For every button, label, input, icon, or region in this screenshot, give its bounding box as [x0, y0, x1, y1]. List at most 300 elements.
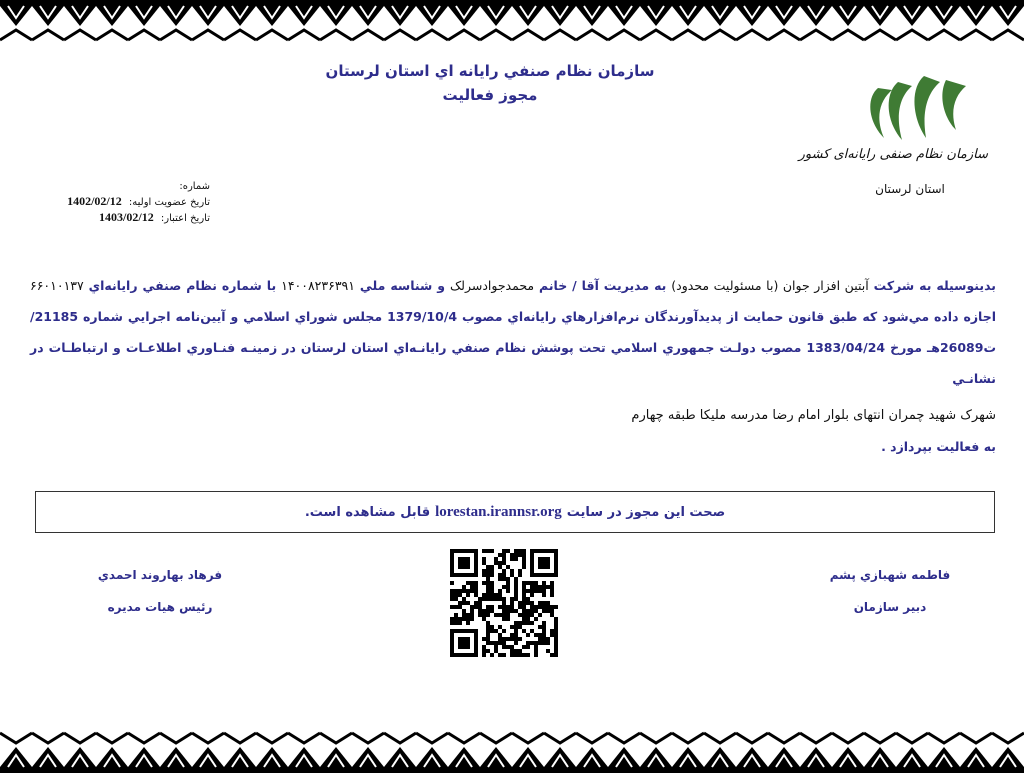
- border-zigzag: [192, 733, 224, 743]
- qr-module: [470, 605, 474, 609]
- qr-module: [554, 625, 558, 629]
- qr-module: [514, 557, 518, 561]
- qr-module: [462, 601, 466, 605]
- qr-module: [466, 613, 470, 617]
- qr-module: [526, 621, 530, 625]
- qr-module: [498, 597, 502, 601]
- qr-module: [546, 641, 550, 645]
- qr-module: [502, 613, 506, 617]
- qr-module: [530, 613, 534, 617]
- qr-module: [494, 629, 498, 633]
- qr-module: [514, 629, 518, 633]
- border-zigzag: [0, 30, 32, 40]
- qr-module: [514, 621, 518, 625]
- qr-module: [502, 605, 506, 609]
- qr-module: [454, 597, 458, 601]
- qr-module: [490, 597, 494, 601]
- border-zigzag: [608, 30, 640, 40]
- border-triangle: [832, 6, 864, 26]
- qr-module: [482, 581, 486, 585]
- border-zigzag: [544, 733, 576, 743]
- qr-module: [538, 589, 542, 593]
- qr-module: [534, 645, 538, 649]
- border-zigzag: [256, 30, 288, 40]
- qr-module: [486, 609, 490, 613]
- qr-module: [490, 585, 494, 589]
- qr-module: [450, 589, 454, 593]
- qr-module: [546, 609, 550, 613]
- regulation-date: 1383/04/24: [806, 340, 886, 355]
- decorative-border-top: [0, 0, 1024, 46]
- decorative-border-bottom: [0, 727, 1024, 773]
- qr-module: [498, 589, 502, 593]
- qr-module: [482, 597, 486, 601]
- qr-finder-pattern: [458, 557, 470, 569]
- border-triangle: [736, 6, 768, 26]
- qr-module: [478, 597, 482, 601]
- qr-module: [490, 565, 494, 569]
- qr-module: [490, 581, 494, 585]
- qr-module: [538, 641, 542, 645]
- qr-module: [494, 613, 498, 617]
- validity-date: 1403/02/12: [99, 210, 154, 224]
- qr-module: [470, 589, 474, 593]
- border-zigzag: [416, 30, 448, 40]
- qr-module: [458, 621, 462, 625]
- qr-module: [538, 605, 542, 609]
- qr-module: [482, 645, 486, 649]
- manager-name: محمدجوادسرلک: [449, 278, 535, 293]
- qr-module: [502, 557, 506, 561]
- qr-module: [550, 653, 554, 657]
- qr-module: [526, 613, 530, 617]
- qr-module: [514, 589, 518, 593]
- qr-module: [502, 549, 506, 553]
- qr-module: [542, 605, 546, 609]
- qr-module: [538, 637, 542, 641]
- border-zigzag: [992, 30, 1024, 40]
- border-triangle: [672, 6, 704, 26]
- border-zigzag: [672, 30, 704, 40]
- qr-module: [450, 593, 454, 597]
- qr-module: [462, 613, 466, 617]
- qr-module: [510, 649, 514, 653]
- qr-module: [510, 637, 514, 641]
- qr-module: [514, 577, 518, 581]
- qr-module: [486, 605, 490, 609]
- qr-module: [482, 649, 486, 653]
- border-triangle: [64, 6, 96, 26]
- qr-module: [482, 593, 486, 597]
- qr-module: [486, 633, 490, 637]
- qr-module: [526, 601, 530, 605]
- qr-module: [518, 553, 522, 557]
- border-zigzag: [96, 30, 128, 40]
- qr-module: [526, 645, 530, 649]
- qr-module: [502, 553, 506, 557]
- qr-module: [542, 629, 546, 633]
- qr-module: [518, 569, 522, 573]
- qr-module: [478, 601, 482, 605]
- border-zigzag: [576, 733, 608, 743]
- qr-module: [518, 621, 522, 625]
- qr-module: [522, 549, 526, 553]
- border-pattern-bottom: [0, 727, 1024, 773]
- qr-module: [502, 653, 506, 657]
- border-zigzag: [288, 733, 320, 743]
- border-zigzag: [768, 733, 800, 743]
- qr-module: [486, 573, 490, 577]
- border-triangle: [192, 747, 224, 767]
- board-chairman-name: فرهاد بهاروند احمدي: [97, 568, 223, 582]
- qr-module: [546, 601, 550, 605]
- qr-module: [506, 589, 510, 593]
- qr-module: [490, 625, 494, 629]
- verification-site-link[interactable]: lorestan.irannsr.org: [435, 503, 562, 520]
- document-header: [240, 58, 740, 106]
- qr-module: [502, 637, 506, 641]
- body-text-part-4: با شماره نظام صنفي رايانه‌اي: [83, 278, 282, 293]
- qr-module: [478, 609, 482, 613]
- qr-module: [482, 569, 486, 573]
- qr-module: [502, 585, 506, 589]
- board-chairman-title: رئيس هيات مديره: [107, 600, 213, 614]
- qr-module: [534, 617, 538, 621]
- qr-module: [550, 581, 554, 585]
- qr-module: [486, 637, 490, 641]
- qr-module: [522, 653, 526, 657]
- regulation-number: 21185/ت26089: [30, 309, 996, 355]
- border-triangle: [192, 6, 224, 26]
- qr-module: [518, 549, 522, 553]
- border-zigzag: [896, 733, 928, 743]
- qr-module: [470, 613, 474, 617]
- qr-module: [450, 581, 454, 585]
- border-triangle: [960, 6, 992, 26]
- border-zigzag: [288, 30, 320, 40]
- qr-module: [486, 593, 490, 597]
- body-text-part-7: هـ مورخ: [885, 340, 940, 355]
- border-zigzag: [672, 733, 704, 743]
- qr-module: [514, 581, 518, 585]
- qr-finder-pattern: [538, 557, 550, 569]
- border-zigzag: [96, 733, 128, 743]
- qr-module: [530, 581, 534, 585]
- qr-module: [502, 617, 506, 621]
- qr-module: [490, 549, 494, 553]
- border-triangle: [992, 6, 1024, 26]
- border-triangle: [352, 747, 384, 767]
- qr-module: [494, 593, 498, 597]
- business-address: شهرک شهید چمران انتهای بلوار امام رضا مدرسه ملیکا طبقه چهارم: [631, 408, 996, 423]
- permit-body-text: [30, 270, 996, 394]
- qr-module: [554, 633, 558, 637]
- border-triangle: [544, 6, 576, 26]
- qr-module: [514, 649, 518, 653]
- qr-module: [554, 641, 558, 645]
- qr-module: [526, 581, 530, 585]
- qr-module: [454, 613, 458, 617]
- qr-module: [450, 597, 454, 601]
- qr-module: [478, 605, 482, 609]
- border-zigzag: [704, 30, 736, 40]
- border-triangle: [128, 747, 160, 767]
- law-date: 1379/10/4: [387, 309, 458, 324]
- qr-module: [550, 585, 554, 589]
- organization-title: سازمان نظام صنفي رايانه اي استان لرستان: [325, 62, 655, 80]
- qr-module: [506, 605, 510, 609]
- border-zigzag: [768, 30, 800, 40]
- qr-module: [518, 573, 522, 577]
- qr-module: [458, 589, 462, 593]
- qr-module: [546, 637, 550, 641]
- qr-module: [526, 589, 530, 593]
- border-zigzag: [864, 30, 896, 40]
- border-zigzag: [896, 30, 928, 40]
- qr-module: [502, 629, 506, 633]
- border-triangle: [64, 747, 96, 767]
- qr-module: [554, 653, 558, 657]
- qr-module: [502, 597, 506, 601]
- qr-module: [514, 637, 518, 641]
- qr-module: [482, 561, 486, 565]
- border-triangle: [608, 747, 640, 767]
- qr-module: [514, 549, 518, 553]
- border-triangle: [864, 6, 896, 26]
- border-zigzag: [512, 733, 544, 743]
- border-solid-band: [0, 767, 1024, 773]
- qr-module: [458, 601, 462, 605]
- validity-label: تاريخ اعتبار:: [160, 213, 210, 224]
- qr-module: [462, 589, 466, 593]
- border-triangle: [160, 6, 192, 26]
- qr-module: [550, 629, 554, 633]
- qr-module: [514, 585, 518, 589]
- border-zigzag: [320, 733, 352, 743]
- qr-module: [554, 621, 558, 625]
- qr-module: [510, 553, 514, 557]
- qr-module: [518, 601, 522, 605]
- border-triangle: [224, 747, 256, 767]
- qr-module: [498, 573, 502, 577]
- qr-module: [550, 605, 554, 609]
- border-zigzag: [928, 30, 960, 40]
- border-triangle: [128, 6, 160, 26]
- qr-module: [530, 593, 534, 597]
- border-zigzag: [992, 733, 1024, 743]
- border-triangle: [576, 6, 608, 26]
- qr-module: [538, 633, 542, 637]
- qr-module: [534, 653, 538, 657]
- qr-module: [454, 593, 458, 597]
- qr-module: [534, 581, 538, 585]
- body-text-part-2: به مديريت آقا / خانم: [534, 278, 672, 293]
- qr-module: [510, 569, 514, 573]
- qr-module: [510, 601, 514, 605]
- qr-module: [514, 553, 518, 557]
- qr-module: [522, 613, 526, 617]
- qr-module: [542, 625, 546, 629]
- qr-module: [526, 641, 530, 645]
- qr-module: [542, 581, 546, 585]
- verification-box: [35, 491, 995, 533]
- qr-module: [450, 621, 454, 625]
- border-triangle: [416, 747, 448, 767]
- border-zigzag: [640, 30, 672, 40]
- border-zigzag: [224, 30, 256, 40]
- border-triangle: [896, 6, 928, 26]
- qr-module: [502, 561, 506, 565]
- border-zigzag: [0, 733, 32, 743]
- qr-module: [534, 609, 538, 613]
- border-zigzag: [32, 30, 64, 40]
- membership-number: ۶۶۰۱۰۱۳۷: [30, 278, 84, 293]
- border-zigzag: [64, 733, 96, 743]
- qr-module: [454, 621, 458, 625]
- qr-module: [522, 605, 526, 609]
- border-zigzag: [448, 30, 480, 40]
- qr-module: [538, 625, 542, 629]
- qr-module: [510, 605, 514, 609]
- qr-module: [554, 645, 558, 649]
- body-text-part-8: مصوب دولـت جمهوري اسلامي تحت پوشش نظام صنفي رايانـه‌اي استان لرستان در زمينـه فنـاوري اطلاعـات و ارتباطـات در نشانـي: [30, 340, 996, 386]
- qr-module: [486, 629, 490, 633]
- permit-number-row: [20, 178, 210, 194]
- border-zigzag: [384, 733, 416, 743]
- qr-code-icon[interactable]: [450, 549, 558, 657]
- qr-module: [510, 557, 514, 561]
- qr-module: [454, 589, 458, 593]
- qr-module: [522, 553, 526, 557]
- qr-module: [466, 617, 470, 621]
- qr-module: [482, 557, 486, 561]
- qr-module: [482, 573, 486, 577]
- qr-module: [514, 653, 518, 657]
- company-name: آبتین افزار جوان (با مسئولیت محدود): [671, 278, 869, 293]
- qr-module: [502, 609, 506, 613]
- first-membership-label: تاريخ عضويت اوليه:: [128, 197, 210, 208]
- qr-module: [554, 629, 558, 633]
- qr-module: [490, 573, 494, 577]
- border-triangle: [96, 747, 128, 767]
- qr-module: [498, 605, 502, 609]
- border-triangle: [320, 747, 352, 767]
- border-triangle: [512, 747, 544, 767]
- qr-module: [518, 625, 522, 629]
- qr-module: [506, 577, 510, 581]
- qr-module: [474, 589, 478, 593]
- qr-module: [486, 549, 490, 553]
- border-zigzag: [544, 30, 576, 40]
- border-triangle: [32, 6, 64, 26]
- border-triangle: [832, 747, 864, 767]
- qr-module: [518, 653, 522, 657]
- border-zigzag: [576, 30, 608, 40]
- qr-module: [522, 581, 526, 585]
- border-zigzag: [928, 733, 960, 743]
- qr-module: [474, 581, 478, 585]
- qr-module: [486, 641, 490, 645]
- qr-module: [486, 569, 490, 573]
- qr-module: [498, 561, 502, 565]
- qr-module: [486, 597, 490, 601]
- border-zigzag: [384, 30, 416, 40]
- qr-module: [522, 617, 526, 621]
- qr-module: [550, 633, 554, 637]
- qr-module: [522, 561, 526, 565]
- qr-module: [514, 609, 518, 613]
- border-zigzag: [256, 733, 288, 743]
- border-triangle: [512, 6, 544, 26]
- border-zigzag: [320, 30, 352, 40]
- qr-module: [534, 605, 538, 609]
- qr-module: [458, 617, 462, 621]
- qr-module: [474, 601, 478, 605]
- border-triangle: [768, 6, 800, 26]
- qr-module: [498, 633, 502, 637]
- secretary-title: دبير سازمان: [853, 600, 927, 614]
- first-membership-date: 1402/02/12: [67, 194, 122, 208]
- qr-module: [522, 585, 526, 589]
- border-triangle: [0, 747, 32, 767]
- qr-module: [450, 617, 454, 621]
- border-zigzag: [352, 733, 384, 743]
- border-pattern-top: [0, 0, 1024, 46]
- qr-module: [486, 613, 490, 617]
- qr-module: [514, 633, 518, 637]
- qr-module: [490, 605, 494, 609]
- qr-module: [526, 617, 530, 621]
- qr-module: [530, 585, 534, 589]
- border-zigzag: [448, 733, 480, 743]
- qr-module: [506, 645, 510, 649]
- qr-module: [494, 645, 498, 649]
- qr-module: [502, 645, 506, 649]
- border-triangle: [256, 6, 288, 26]
- qr-module: [510, 653, 514, 657]
- border-triangle: [896, 747, 928, 767]
- qr-module: [454, 617, 458, 621]
- permit-number-label: شماره:: [179, 181, 210, 192]
- border-zigzag: [32, 733, 64, 743]
- qr-module: [502, 573, 506, 577]
- border-triangle: [480, 747, 512, 767]
- qr-module: [502, 577, 506, 581]
- qr-module: [530, 609, 534, 613]
- qr-module: [534, 633, 538, 637]
- qr-module: [498, 641, 502, 645]
- border-triangle: [448, 6, 480, 26]
- border-triangle: [736, 747, 768, 767]
- qr-module: [486, 589, 490, 593]
- border-zigzag: [192, 30, 224, 40]
- qr-module: [462, 597, 466, 601]
- qr-module: [522, 621, 526, 625]
- border-zigzag: [800, 733, 832, 743]
- qr-module: [522, 609, 526, 613]
- qr-module: [518, 613, 522, 617]
- border-solid-band: [0, 0, 1024, 6]
- qr-module: [498, 553, 502, 557]
- qr-module: [510, 609, 514, 613]
- border-triangle: [960, 747, 992, 767]
- border-triangle: [0, 6, 32, 26]
- qr-module: [486, 649, 490, 653]
- permit-title: مجوز فعاليت: [442, 86, 538, 104]
- qr-module: [502, 641, 506, 645]
- qr-module: [498, 613, 502, 617]
- qr-module: [510, 573, 514, 577]
